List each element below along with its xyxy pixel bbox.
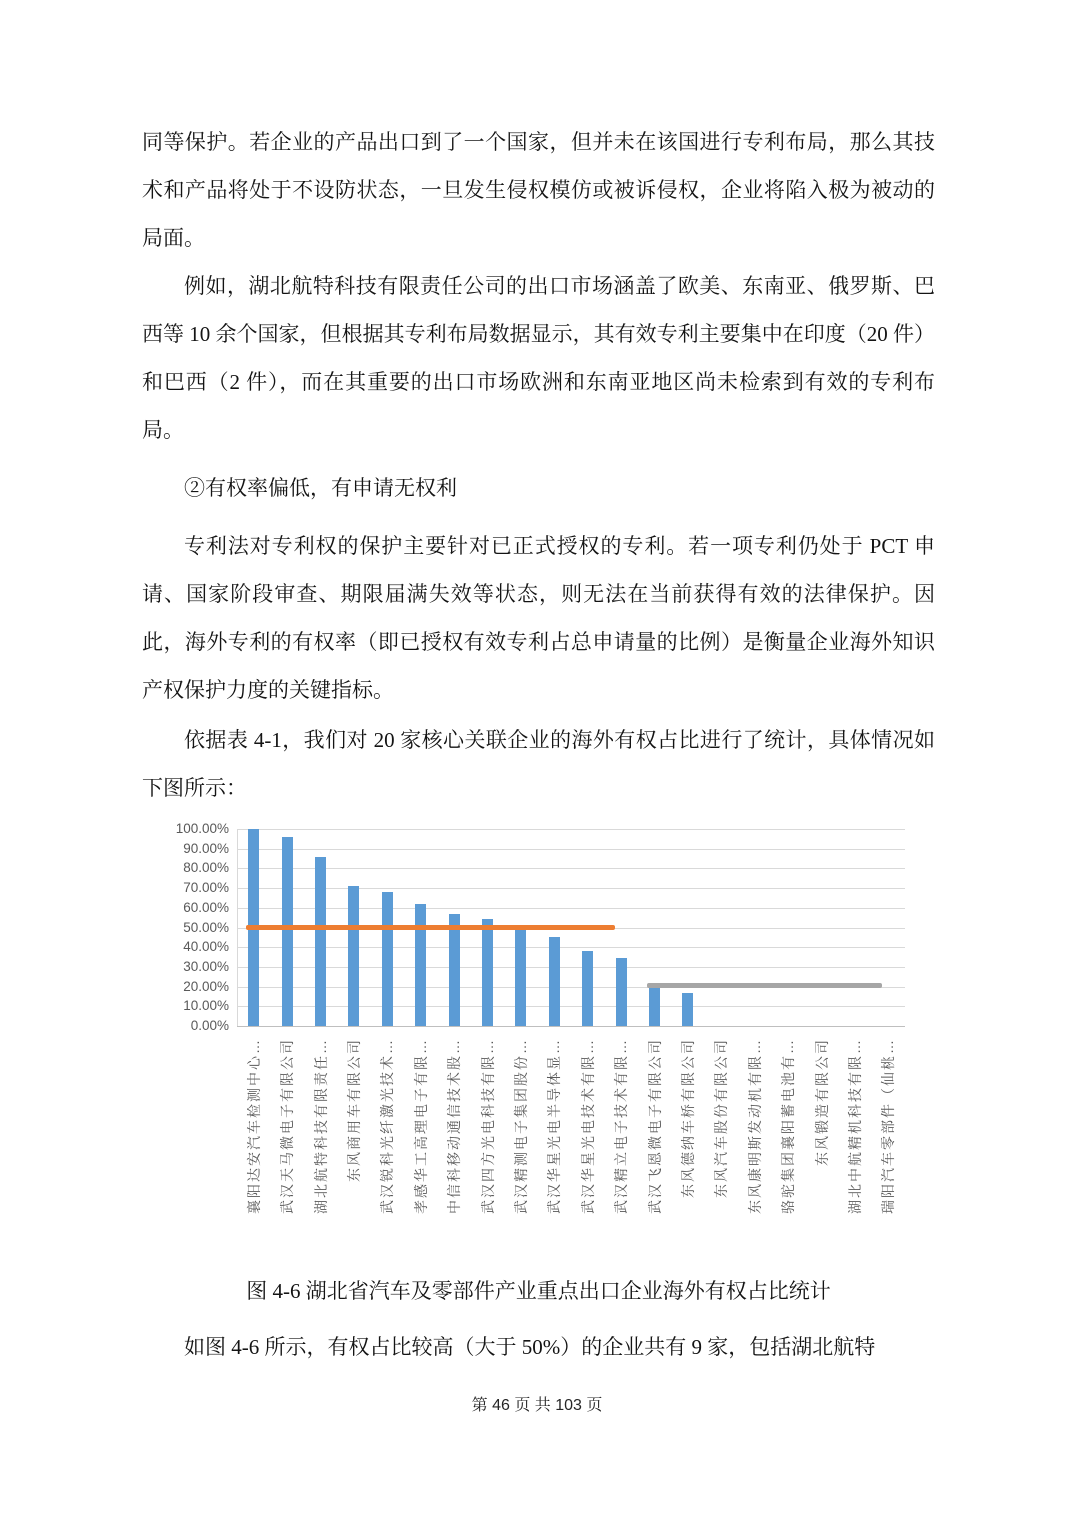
paragraph-patent-law: 专利法对专利权的保护主要针对已正式授权的专利。若一项专利仍处于 PCT 申请、国家阶段审查、期限届满失效等状态，则无法在当前获得有效的法律保护。因此，海外专利的有权率（即已授权有效专利占总申请量的比例）是衡量企业海外知识产权保护力度的关键指标。 [142, 534, 935, 702]
y-gridline [237, 947, 905, 948]
paragraph-continuation: 同等保护。若企业的产品出口到了一个国家，但并未在该国进行专利布局，那么其技术和产品将处于不设防状态，一旦发生侵权模仿或被诉侵权，企业将陷入极为被动的局面。 [142, 130, 935, 250]
bar-12 [616, 958, 627, 1026]
x-axis-category-label: 骆驼集团襄阳蓄电池有… [780, 1038, 797, 1214]
x-axis-category-label: 武汉华星光电半导体显… [546, 1038, 563, 1214]
y-axis-tick-label: 50.00% [183, 919, 229, 935]
page-footer: 第 46 页 共 103 页 [471, 1397, 603, 1414]
x-axis-category-label: 襄阳达安汽车检测中心… [245, 1038, 262, 1214]
reference-line-1 [246, 925, 615, 930]
x-axis-category-label: 武汉天马微电子有限公司 [279, 1038, 296, 1214]
y-gridline [237, 908, 905, 909]
y-gridline [237, 888, 905, 889]
x-axis-category-label: 东风锻造有限公司 [813, 1038, 830, 1166]
y-axis-tick-label: 90.00% [183, 840, 229, 856]
paragraph-intro-chart: 依据表 4-1，我们对 20 家核心关联企业的海外有权占比进行了统计，具体情况如下图所示： [142, 728, 935, 800]
x-axis-category-label: 武汉精立电子技术有限… [613, 1038, 630, 1214]
figure-caption: 图 4-6 湖北省汽车及零部件产业重点出口企业海外有权占比统计 [246, 1279, 831, 1303]
section-heading-2: ②有权率偏低，有申请无权利 [184, 476, 457, 500]
x-axis-category-label: 东风汽车股份有限公司 [713, 1038, 730, 1198]
x-axis-category-label: 东风德纳车桥有限公司 [679, 1038, 696, 1198]
y-gridline [237, 849, 905, 850]
x-axis-category-label: 东风商用车有限公司 [345, 1038, 362, 1182]
bar-2 [282, 837, 293, 1026]
bar-3 [315, 857, 326, 1026]
y-gridline [237, 1026, 905, 1027]
bar-5 [382, 892, 393, 1026]
paragraph-conclusion: 如图 4-6 所示，有权占比较高（大于 50%）的企业共有 9 家，包括湖北航特 [184, 1335, 876, 1359]
bar-13 [649, 986, 660, 1026]
y-axis-tick-label: 0.00% [190, 1018, 229, 1033]
y-axis-tick-label: 30.00% [183, 958, 229, 974]
x-axis-category-label: 湖北航特科技有限责任… [312, 1038, 329, 1214]
bar-11 [582, 951, 593, 1026]
x-axis-category-label: 武汉华星光电技术有限… [579, 1038, 596, 1214]
y-axis-tick-label: 80.00% [183, 860, 229, 876]
x-axis-category-label: 湖北中航精机科技有限… [846, 1038, 863, 1214]
y-axis-tick-label: 100.00% [175, 821, 229, 836]
y-axis-tick-label: 20.00% [183, 978, 229, 994]
x-axis-category-label: 武汉精测电子集团股份… [512, 1038, 529, 1214]
bar-9 [515, 928, 526, 1026]
bar-7 [449, 914, 460, 1026]
bar-4 [348, 886, 359, 1026]
x-axis-category-label: 中信科移动通信技术股… [446, 1038, 463, 1214]
paragraph-example: 例如，湖北航特科技有限责任公司的出口市场涵盖了欧美、东南亚、俄罗斯、巴西等 10 余个国家，但根据其专利布局数据显示，其有效专利主要集中在印度（20 件）和巴西（2 件），而在其重要的出口市场欧洲和东南亚地区尚未检索到有效的专利布局。 [142, 274, 935, 442]
y-axis-tick-label: 70.00% [183, 880, 229, 896]
y-gridline [237, 829, 905, 830]
x-axis-category-label: 武汉四方光电科技有限… [479, 1038, 496, 1214]
y-gridline [237, 1006, 905, 1007]
y-axis-line [237, 829, 238, 1026]
bar-6 [415, 904, 426, 1026]
bar-14 [682, 993, 693, 1026]
x-axis-category-label: 瑞阳汽车零部件（仙桃… [880, 1038, 897, 1214]
bar-10 [549, 937, 560, 1026]
y-axis-tick-label: 40.00% [183, 939, 229, 955]
y-axis-tick-label: 60.00% [183, 899, 229, 915]
chart [170, 821, 932, 1243]
bar-8 [482, 919, 493, 1026]
y-axis-tick-label: 10.00% [183, 998, 229, 1014]
y-gridline [237, 868, 905, 869]
x-axis-category-label: 武汉锐科光纤激光技术… [379, 1038, 396, 1214]
y-gridline [237, 967, 905, 968]
x-axis-category-label: 东风康明斯发动机有限… [746, 1038, 763, 1214]
x-axis-category-label: 武汉飞恩微电子有限公司 [646, 1038, 663, 1214]
x-axis-category-label: 孝感华工高理电子有限… [412, 1038, 429, 1214]
reference-line-2 [647, 983, 883, 988]
